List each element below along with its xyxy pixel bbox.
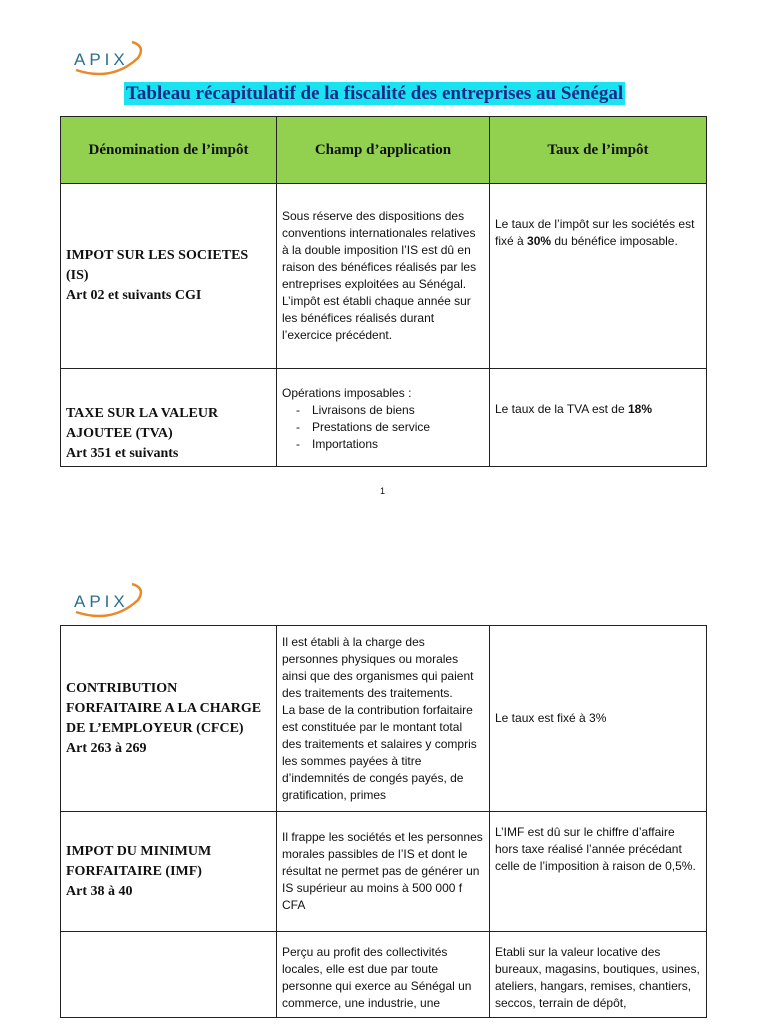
tax-name: CONTRIBUTION FORFAITAIRE A LA CHARGE DE L’EMPLOYEUR (CFCE) (66, 680, 262, 736)
tax-rate: Le taux de l’impôt sur les sociétés est fixé à 30% du bénéfice imposable. (490, 184, 707, 369)
tax-scope: Opérations imposables : - Livraisons de biens - Prestations de service - Importations (277, 369, 490, 467)
apix-logo-page2 (72, 580, 152, 620)
tax-article: Art 263 à 269 (66, 740, 147, 756)
page-number: 1 (380, 486, 386, 496)
tax-name: IMPOT SUR LES SOCIETES (IS) (66, 248, 249, 283)
document-title: Tableau récapitulatif de la fiscalité des entreprises au Sénégal (126, 83, 624, 104)
table-header-row (61, 117, 707, 184)
tax-scope: Il frappe les sociétés et les personnes morales passibles de l’IS et dont le résultat ne permet pas de générer un IS supérieur au moins à 500 000 f CFA (277, 812, 490, 932)
table-row (61, 932, 707, 1018)
tax-article: Art 351 et suivants (66, 446, 179, 461)
header-scope: Champ d’application (277, 117, 490, 184)
tax-rate: Le taux de la TVA est de 18% (490, 369, 707, 467)
header-rate: Taux de l’impôt (490, 117, 707, 184)
tax-name-cell (61, 184, 277, 369)
tax-article: Art 38 à 40 (66, 883, 133, 899)
table-row (61, 626, 707, 812)
tax-name-cell (61, 932, 277, 1018)
tax-name-cell (61, 626, 277, 812)
tax-name-cell (61, 812, 277, 932)
tax-table-page2 (60, 625, 707, 1018)
tax-name: IMPOT DU MINIMUM FORFAITAIRE (IMF) (66, 843, 212, 879)
header-denomination: Dénomination de l’impôt (61, 117, 277, 184)
list-item: - Livraisons de biens (312, 402, 484, 419)
table-row (61, 184, 707, 369)
tax-table-page1 (60, 116, 707, 467)
table-row (61, 369, 707, 467)
tax-name-cell (61, 369, 277, 467)
apix-logo (72, 38, 152, 78)
tax-article: Art 02 et suivants CGI (66, 288, 202, 303)
list-item: - Importations (312, 436, 484, 453)
logo-text: APIX (74, 592, 129, 611)
list-item: - Prestations de service (312, 419, 484, 436)
tax-scope: Perçu au profit des collectivités locales, elle est due par toute personne qui exerce au Sénégal un commerce, une industrie, une (277, 932, 490, 1018)
tax-scope: Sous réserve des dispositions des conventions internationales relatives à la double imposition l’IS est dû en raison des bénéfices réalisés par les entreprises exploitées au Sénégal. L’impôt est établi chaque année sur les bénéfices réalisés durant l’exercice précédent. (277, 184, 490, 369)
tax-name: TAXE SUR LA VALEUR AJOUTEE (TVA) (66, 406, 219, 441)
taxable-operations-list (282, 402, 484, 453)
tax-rate: Le taux est fixé à 3% (490, 626, 707, 812)
logo-text: APIX (74, 50, 129, 69)
tax-scope: Il est établi à la charge des personnes physiques ou morales ainsi que des organismes qui paient des traitements des traitements. La base de la contribution forfaitaire est constituée par le montant total des traitements et salaires y compris les sommes payées à titre d’indemnités de congés payés, de gratification, primes (277, 626, 490, 812)
table-row (61, 812, 707, 932)
tax-rate: L’IMF est dû sur le chiffre d’affaire hors taxe réalisé l’année précédant celle de l’imposition à raison de 0,5%. (490, 812, 707, 932)
tax-rate: Etabli sur la valeur locative des bureaux, magasins, boutiques, usines, ateliers, hangars, remises, chantiers, seccos, terrain de dépôt, (490, 932, 707, 1018)
